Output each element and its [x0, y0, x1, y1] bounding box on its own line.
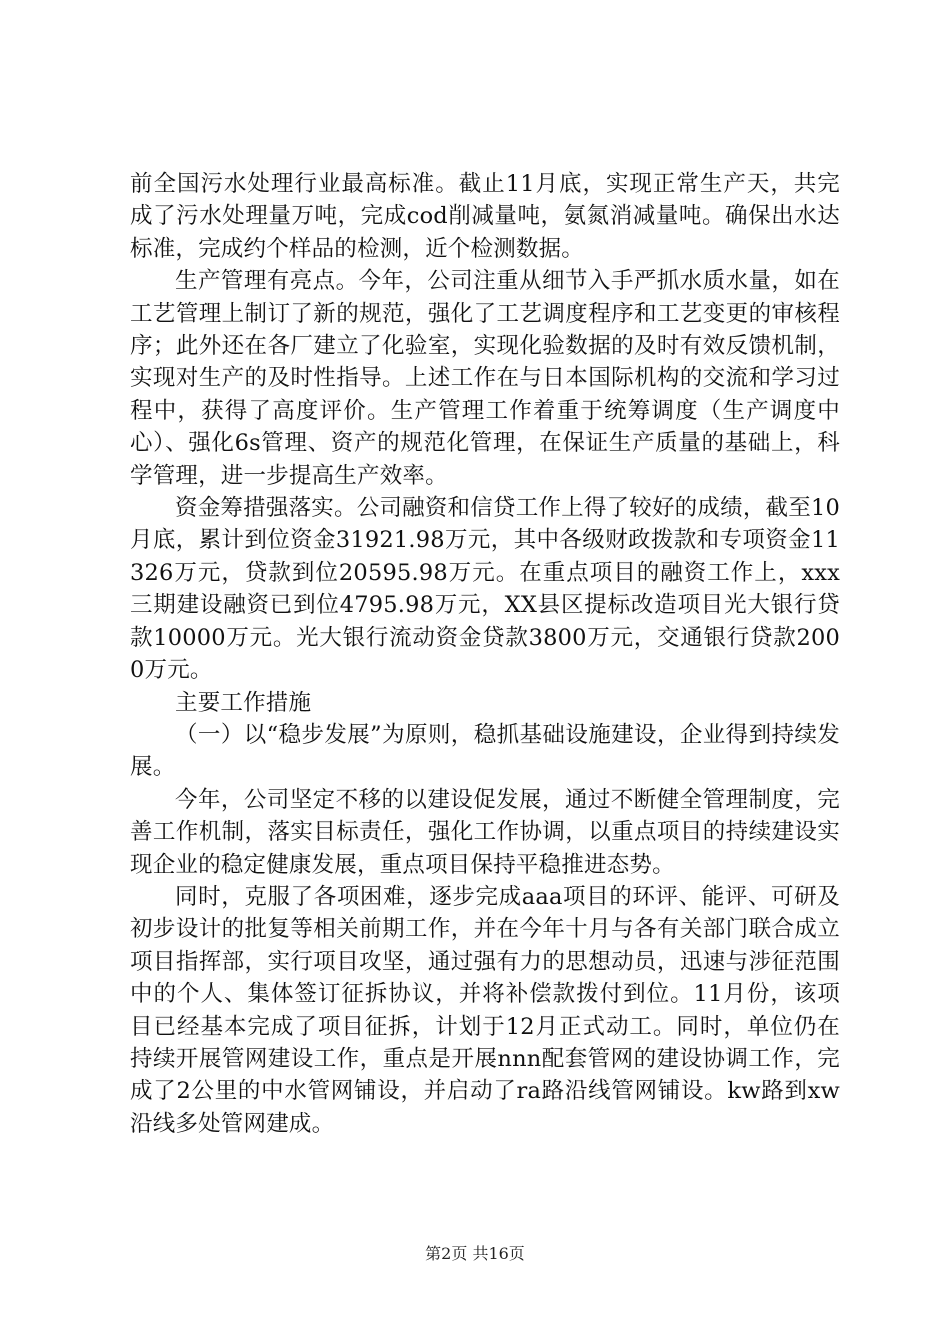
paragraph-production-management: 生产管理有亮点。今年，公司注重从细节入手严抓水质水量，如在工艺管理上制订了新的规范，强化了工艺调度程序和工艺变更的审核程序；此外还在各厂建立了化验室，实现化验数据的及时有效反馈机制，实现对生产的及时性指导。上述工作在与日本国际机构的交流和学习过程中，获得了高度评价。生产管理工作着重于统筹调度（生产调度中心）、强化6s管理、资产的规范化管理，在保证生产质量的基础上，科学管理，进一步提高生产效率。 — [130, 268, 840, 489]
paragraph-funding: 资金筹措强落实。公司融资和信贷工作上得了较好的成绩，截至10月底，累计到位资金31921.98万元，其中各级财政拨款和专项资金11326万元，贷款到位20595.98万元。在重点项目的融资工作上，xxx三期建设融资已到位4795.98万元，XX县区提标改造项目光大银行贷款10000万元。光大银行流动资金贷款3800万元，交通银行贷款2000万元。 — [130, 495, 840, 684]
subsection-heading-1: （一）以“稳步发展”为原则，稳抓基础设施建设，企业得到持续发展。 — [130, 721, 840, 781]
paragraph-project-progress: 同时，克服了各项困难，逐步完成aaa项目的环评、能评、可研及初步设计的批复等相关前期工作，并在今年十月与各有关部门联合成立项目指挥部，实行项目攻坚，通过强有力的思想动员，迅速与涉征范围中的个人、集体签订征拆协议，并将补偿款拨付到位。11月份，该项目已经基本完成了项目征拆，计划于12月正式动工。同时，单位仍在持续开展管网建设工作，重点是开展nnn配套管网的建设协调工作，完成了2公里的中水管网铺设，并启动了ra路沿线管网铺设。kw路到xw沿线多处管网建成。 — [130, 883, 840, 1137]
page-footer: 第2页 共16页 — [425, 1244, 525, 1263]
document-body — [130, 168, 840, 1140]
section-heading-main-measures: 主要工作措施 — [175, 689, 312, 716]
paragraph-construction: 今年，公司坚定不移的以建设促发展，通过不断健全管理制度，完善工作机制，落实目标责任，强化工作协调，以重点项目的持续建设实现企业的稳定健康发展，重点项目保持平稳推进态势。 — [130, 786, 840, 878]
paragraph-continued: 前全国污水处理行业最高标准。截止11月底，实现正常生产天，共完成了污水处理量万吨，完成cod削减量吨，氨氮消减量吨。确保出水达标准，完成约个样品的检测，近个检测数据。 — [130, 171, 840, 262]
